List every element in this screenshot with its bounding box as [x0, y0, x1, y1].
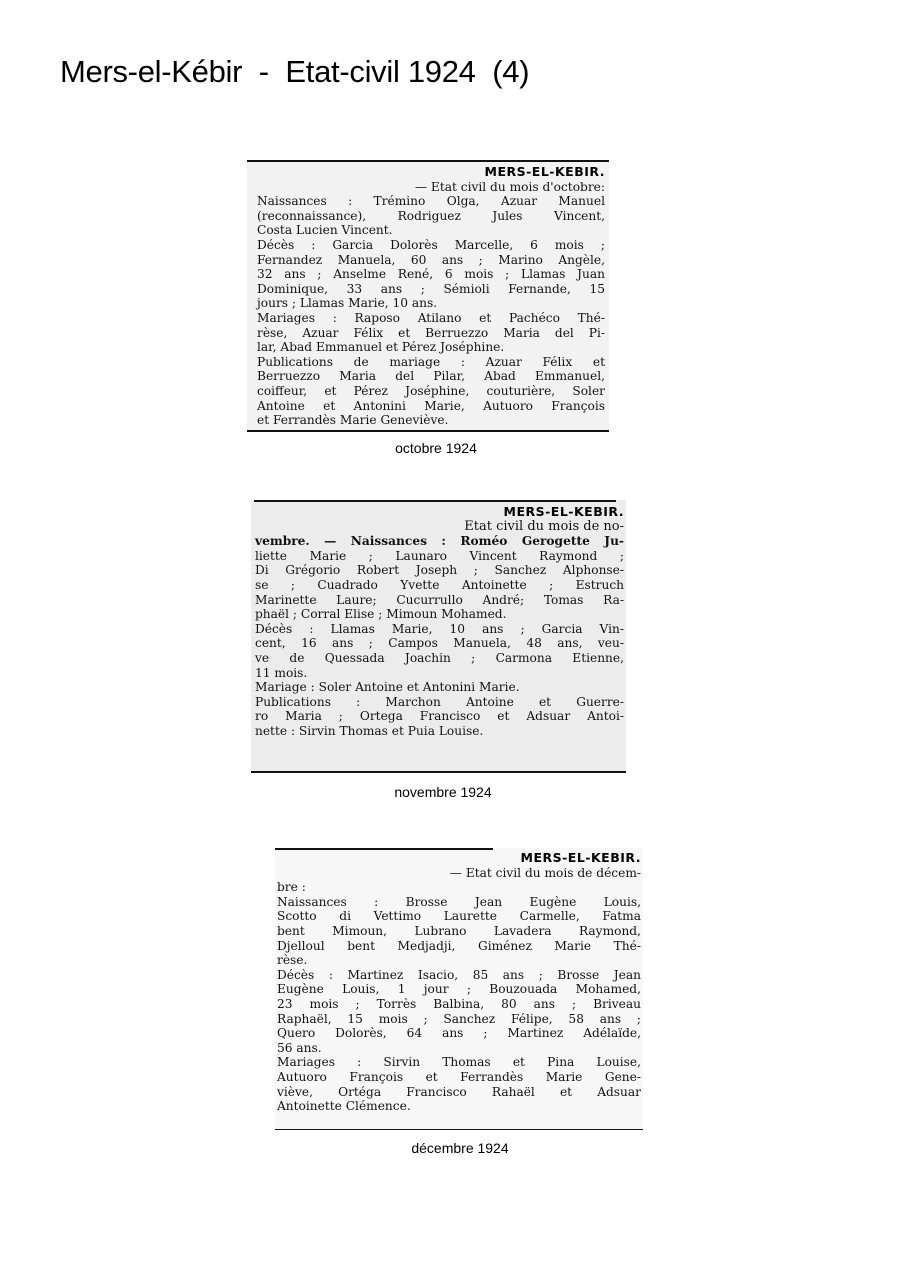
clipping-line: ro Maria ; Ortega Francisco et Adsuar Antoi- [255, 709, 624, 724]
clipping-line: 11 mois. [255, 665, 308, 680]
clipping-line: vembre. — Naissances : Roméo Gerogette Ju- [255, 534, 624, 549]
clipping-octobre [247, 160, 609, 432]
clipping-line: Fernandez Manuela, 60 ans ; Marino Angèle, [257, 252, 605, 267]
clipping-line: Antoine et Antonini Marie, Autuoro François [257, 398, 605, 413]
clipping-line: Djelloul bent Medjadji, Giménez Marie Thé- [277, 938, 641, 953]
clipping-line: Eugène Louis, 1 jour ; Bouzouada Mohamed, [277, 982, 641, 997]
clipping-line: Di Grégorio Robert Joseph ; Sanchez Alphonse- [255, 563, 624, 578]
clipping-line: Autuoro François et Ferrandès Marie Gene- [277, 1069, 641, 1084]
clipping-line: rèse, Azuar Félix et Berruezzo Maria del Pi- [257, 325, 605, 340]
clipping-line: Scotto di Vettimo Laurette Carmelle, Fatma [277, 909, 641, 924]
clipping-decembre [275, 848, 643, 1130]
caption-decembre: décembre 1924 [411, 1140, 509, 1156]
clipping-line: et Ferrandès Marie Geneviève. [257, 413, 449, 428]
clipping-line: Décès : Martinez Isacio, 85 ans ; Brosse Jean [277, 967, 641, 982]
clipping-line: rèse. [277, 953, 308, 968]
clipping-line: Publications : Marchon Antoine et Guerre- [255, 694, 624, 709]
clipping-line: 23 mois ; Torrès Balbina, 80 ans ; Briveau [277, 996, 641, 1011]
clipping-line: viève, Ortéga Francisco Rahaël et Adsuar [277, 1084, 641, 1099]
clipping-line: Quero Dolorès, 64 ans ; Martinez Adélaïde, [277, 1026, 641, 1041]
clipping-line: Mariages : Sirvin Thomas et Pina Louise, [277, 1055, 641, 1070]
clipping-line: cent, 16 ans ; Campos Manuela, 48 ans, veu- [255, 636, 624, 651]
clipping-line: Mariages : Raposo Atilano et Pachéco Thé- [257, 310, 605, 325]
clipping-line: (reconnaissance), Rodriguez Jules Vincent, [257, 208, 605, 223]
caption-octobre: octobre 1924 [395, 440, 477, 456]
clipping-line: lar, Abad Emmanuel et Pérez Joséphine. [257, 340, 505, 355]
clipping-line: Marinette Laure; Cucurrullo André; Tomas Ra- [255, 592, 624, 607]
clipping-line: Naissances : Brosse Jean Eugène Louis, [277, 894, 641, 909]
clipping-line: 56 ans. [277, 1040, 322, 1055]
clipping-line: jours ; Llamas Marie, 10 ans. [257, 296, 438, 311]
clipping-top-rule [247, 160, 609, 162]
clipping-line: bent Mimoun, Lubrano Lavadera Raymond, [277, 923, 641, 938]
page-title: Mers-el-Kébir - Etat-civil 1924 (4) [60, 54, 530, 89]
caption-novembre: novembre 1924 [394, 784, 492, 800]
clipping-line: Décès : Llamas Marie, 10 ans ; Garcia Vin- [255, 621, 624, 636]
clipping-line: liette Marie ; Launaro Vincent Raymond ; [255, 548, 624, 563]
clipping-line: bre : [277, 880, 306, 895]
clipping-line: phaël ; Corral Elise ; Mimoun Mohamed. [255, 607, 507, 622]
clipping-line: Publications de mariage : Azuar Félix et [257, 354, 605, 369]
clipping-line: Berruezzo Maria del Pilar, Abad Emmanuel, [257, 369, 605, 384]
clipping-line: Raphaël, 15 mois ; Sanchez Félipe, 58 ans ; [277, 1011, 641, 1026]
clipping-line: Décès : Garcia Dolorès Marcelle, 6 mois ; [257, 237, 605, 252]
clipping-line: Mariage : Soler Antoine et Antonini Marie. [255, 680, 520, 695]
clipping-line: se ; Cuadrado Yvette Antoinette ; Estruch [255, 577, 624, 592]
clipping-line: — Etat civil du mois de décem- [449, 865, 641, 880]
clipping-header: MERS-EL-KEBIR. [520, 850, 641, 865]
clipping-bottom-rule [251, 771, 626, 773]
clipping-line: Antoinette Clémence. [277, 1099, 411, 1114]
clipping-bottom-rule [275, 1129, 643, 1131]
clipping-line: Etat civil du mois de no- [464, 518, 624, 534]
clipping-line: nette : Sirvin Thomas et Puia Louise. [255, 723, 484, 738]
clipping-header: MERS-EL-KEBIR. [503, 504, 624, 519]
clipping-line: Dominique, 33 ans ; Sémioli Fernande, 15 [257, 281, 605, 296]
clipping-line: ve de Quessada Joachin ; Carmona Etienne, [255, 650, 624, 665]
clipping-bottom-rule [247, 430, 609, 432]
clipping-line: 32 ans ; Anselme René, 6 mois ; Llamas Juan [257, 267, 605, 282]
clipping-line: — Etat civil du mois d'octobre: [414, 179, 605, 194]
clipping-top-rule [275, 848, 493, 850]
clipping-header: MERS-EL-KEBIR. [484, 164, 605, 179]
clipping-line: Naissances : Trémino Olga, Azuar Manuel [257, 194, 605, 209]
clipping-line: Costa Lucien Vincent. [257, 223, 393, 238]
clipping-line: coiffeur, et Pérez Joséphine, couturière, Soler [257, 383, 605, 398]
clipping-novembre [251, 500, 626, 773]
clipping-top-rule [254, 500, 616, 502]
